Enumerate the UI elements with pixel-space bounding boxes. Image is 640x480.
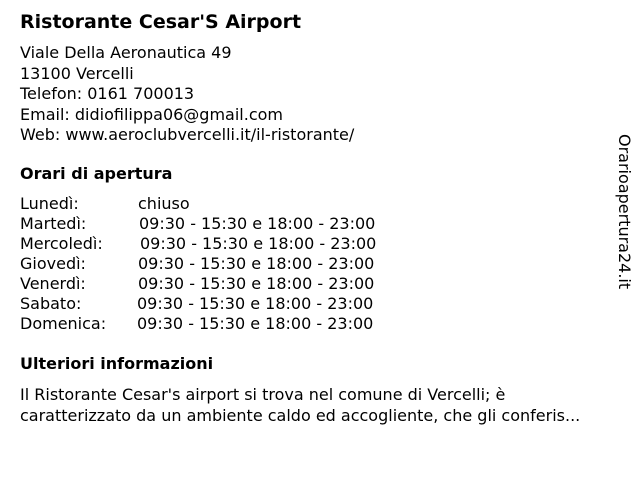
hours-row-giovedi	[20, 254, 440, 274]
hours-value: 09:30 - 15:30 e 18:00 - 23:00	[137, 314, 374, 333]
hours-value: 09:30 - 15:30 e 18:00 - 23:00	[138, 254, 375, 273]
hours-value: 09:30 - 15:30 e 18:00 - 23:00	[139, 214, 376, 233]
opening-hours-heading: Orari di apertura	[20, 164, 173, 183]
email-line: Email: didiofilippa06@gmail.com	[20, 104, 283, 124]
hours-value: chiuso	[138, 194, 190, 213]
day-label: Venerdì:	[20, 274, 86, 293]
more-info-line: Il Ristorante Cesar's airport si trova nel comune di Vercelli; è	[20, 385, 506, 404]
hours-row-venerdi	[20, 274, 440, 294]
page-title: Ristorante Cesar'S Airport	[20, 11, 302, 33]
phone-line: Telefon: 0161 700013	[20, 84, 195, 104]
day-label: Sabato:	[20, 294, 82, 313]
more-info-heading: Ulteriori informazioni	[20, 354, 214, 373]
day-label: Lunedì:	[20, 194, 79, 213]
site-watermark-text: Orarioapertura24.it	[615, 134, 634, 290]
address-block	[20, 43, 354, 146]
more-info-text	[20, 384, 580, 426]
street-address: Viale Della Aeronautica 49	[20, 43, 232, 62]
hours-value: 09:30 - 15:30 e 18:00 - 23:00	[137, 294, 374, 313]
city-postal-code: 13100 Vercelli	[20, 63, 134, 83]
day-label: Martedì:	[20, 214, 87, 233]
hours-row-martedi	[20, 214, 440, 234]
website-line: Web: www.aeroclubvercelli.it/il-ristorante/	[20, 125, 355, 145]
hours-value: 09:30 - 15:30 e 18:00 - 23:00	[140, 234, 377, 253]
day-label: Domenica:	[20, 314, 107, 333]
opening-hours-table	[20, 194, 440, 334]
hours-row-domenica	[20, 314, 440, 334]
hours-row-lunedi	[20, 194, 440, 214]
site-watermark	[612, 134, 636, 310]
day-label: Mercoledì:	[20, 234, 103, 253]
hours-row-mercoledi	[20, 234, 440, 254]
hours-value: 09:30 - 15:30 e 18:00 - 23:00	[138, 274, 375, 293]
more-info-line: caratterizzato da un ambiente caldo ed accogliente, che gli conferis...	[20, 406, 581, 425]
hours-row-sabato	[20, 294, 440, 314]
day-label: Giovedì:	[20, 254, 86, 273]
